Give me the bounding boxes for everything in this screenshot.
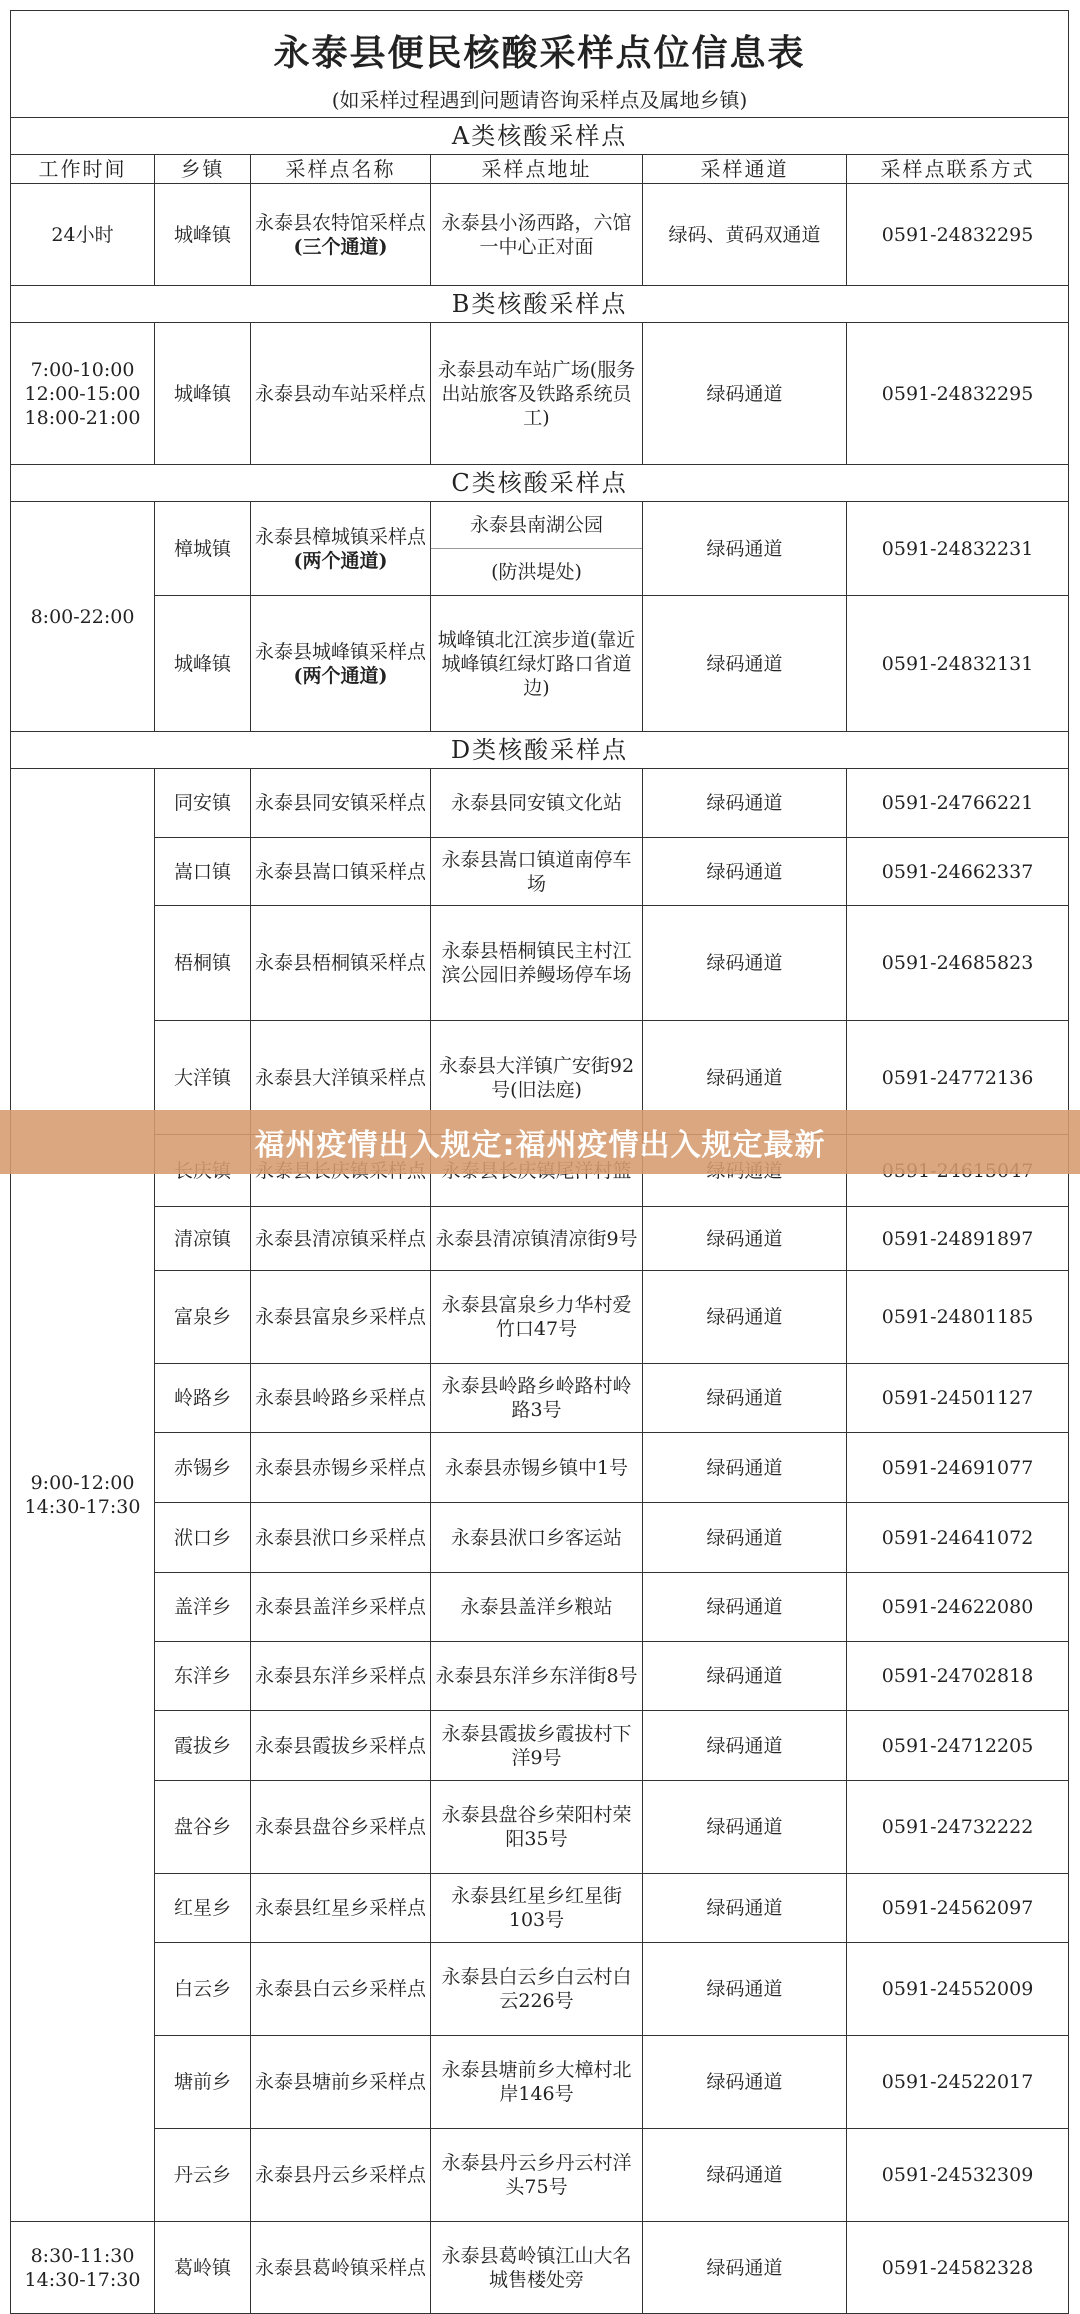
site-name: 永泰县樟城镇采样点 (两个通道) — [251, 502, 431, 596]
channel: 绿码通道 — [643, 2036, 847, 2129]
work-time: 9:00-12:00 14:30-17:30 — [11, 769, 155, 2222]
phone: 0591-24712205 — [847, 1711, 1069, 1781]
phone: 0591-24552009 — [847, 1943, 1069, 2036]
site-address: 永泰县丹云乡丹云村洋头75号 — [431, 2129, 643, 2222]
site-name: 永泰县白云乡采样点 — [251, 1943, 431, 2036]
phone: 0591-24732222 — [847, 1781, 1069, 1874]
table-row — [11, 1271, 1069, 1364]
header-phone: 采样点联系方式 — [847, 155, 1069, 184]
table-row — [11, 769, 1069, 838]
site-name: 永泰县城峰镇采样点 (两个通道) — [251, 596, 431, 732]
table-row — [11, 596, 1069, 732]
channel: 绿码通道 — [643, 1021, 847, 1135]
site-address: 永泰县梧桐镇民主村江滨公园旧养鳗场停车场 — [431, 906, 643, 1021]
town: 丹云乡 — [155, 2129, 251, 2222]
town: 岭路乡 — [155, 1364, 251, 1433]
town: 白云乡 — [155, 1943, 251, 2036]
channel: 绿码通道 — [643, 2222, 847, 2314]
site-address: 永泰县盘谷乡荣阳村荣阳35号 — [431, 1781, 643, 1874]
phone: 0591-24501127 — [847, 1364, 1069, 1433]
table-row — [11, 1711, 1069, 1781]
phone: 0591-24522017 — [847, 2036, 1069, 2129]
table-row — [11, 1573, 1069, 1642]
work-time: 8:30-11:30 14:30-17:30 — [11, 2222, 155, 2314]
site-name: 永泰县霞拔乡采样点 — [251, 1711, 431, 1781]
site-name: 永泰县红星乡采样点 — [251, 1874, 431, 1943]
phone: 0591-24801185 — [847, 1271, 1069, 1364]
site-name: 永泰县同安镇采样点 — [251, 769, 431, 838]
phone: 0591-24891897 — [847, 1207, 1069, 1271]
site-name: 永泰县动车站采样点 — [251, 323, 431, 465]
header-town: 乡镇 — [155, 155, 251, 184]
site-name: 永泰县塘前乡采样点 — [251, 2036, 431, 2129]
category-b-header: B类核酸采样点 — [11, 286, 1069, 323]
header-channel: 采样通道 — [643, 155, 847, 184]
site-name: 永泰县洑口乡采样点 — [251, 1503, 431, 1573]
phone: 0591-24662337 — [847, 838, 1069, 906]
site-address: 永泰县小汤西路，六馆一中心正对面 — [431, 184, 643, 286]
town: 城峰镇 — [155, 184, 251, 286]
site-address: 永泰县塘前乡大樟村北岸146号 — [431, 2036, 643, 2129]
category-d-header: D类核酸采样点 — [11, 732, 1069, 769]
table-row — [11, 906, 1069, 1021]
table-row — [11, 1503, 1069, 1573]
site-address: 永泰县洑口乡客运站 — [431, 1503, 643, 1573]
phone: 0591-24702818 — [847, 1642, 1069, 1711]
phone: 0591-24832131 — [847, 596, 1069, 732]
site-address: 永泰县东洋乡东洋街8号 — [431, 1642, 643, 1711]
table-row — [11, 1433, 1069, 1503]
table-row — [11, 2222, 1069, 2314]
town: 红星乡 — [155, 1874, 251, 1943]
work-time: 8:00-22:00 — [11, 502, 155, 732]
channel: 绿码通道 — [643, 1364, 847, 1433]
table-row — [11, 1781, 1069, 1874]
column-headers — [11, 155, 1069, 184]
channel: 绿码通道 — [643, 1573, 847, 1642]
table-row — [11, 184, 1069, 286]
town: 赤锡乡 — [155, 1433, 251, 1503]
town: 盘谷乡 — [155, 1781, 251, 1874]
channel: 绿码通道 — [643, 596, 847, 732]
site-address: 永泰县岭路乡岭路村岭路3号 — [431, 1364, 643, 1433]
channel: 绿码通道 — [643, 769, 847, 838]
table-row — [11, 2036, 1069, 2129]
site-name: 永泰县赤锡乡采样点 — [251, 1433, 431, 1503]
site-name: 永泰县盘谷乡采样点 — [251, 1781, 431, 1874]
table-row — [11, 1642, 1069, 1711]
phone: 0591-24832295 — [847, 184, 1069, 286]
category-c-header: C类核酸采样点 — [11, 465, 1069, 502]
phone: 0591-24832295 — [847, 323, 1069, 465]
phone: 0591-24582328 — [847, 2222, 1069, 2314]
page-title: 永泰县便民核酸采样点位信息表 — [11, 11, 1069, 88]
site-address: 永泰县南湖公园 (防洪堤处) — [431, 502, 643, 596]
phone: 0591-24562097 — [847, 1874, 1069, 1943]
town: 清凉镇 — [155, 1207, 251, 1271]
town: 大洋镇 — [155, 1021, 251, 1135]
channel: 绿码通道 — [643, 838, 847, 906]
site-address: 永泰县同安镇文化站 — [431, 769, 643, 838]
phone: 0591-24766221 — [847, 769, 1069, 838]
site-name: 永泰县梧桐镇采样点 — [251, 906, 431, 1021]
town: 富泉乡 — [155, 1271, 251, 1364]
town: 梧桐镇 — [155, 906, 251, 1021]
site-name: 永泰县葛岭镇采样点 — [251, 2222, 431, 2314]
channel: 绿码通道 — [643, 1271, 847, 1364]
work-time: 7:00-10:00 12:00-15:00 18:00-21:00 — [11, 323, 155, 465]
work-time: 24小时 — [11, 184, 155, 286]
page-subtitle: (如采样过程遇到问题请咨询采样点及属地乡镇) — [11, 87, 1069, 118]
town: 城峰镇 — [155, 323, 251, 465]
site-name: 永泰县农特馆采样点 (三个通道) — [251, 184, 431, 286]
channel: 绿码通道 — [643, 1642, 847, 1711]
channel: 绿码通道 — [643, 1503, 847, 1573]
phone: 0591-24532309 — [847, 2129, 1069, 2222]
town: 同安镇 — [155, 769, 251, 838]
site-name: 永泰县嵩口镇采样点 — [251, 838, 431, 906]
phone: 0591-24685823 — [847, 906, 1069, 1021]
site-address: 永泰县动车站广场(服务出站旅客及铁路系统员工) — [431, 323, 643, 465]
channel: 绿码通道 — [643, 323, 847, 465]
site-name: 永泰县丹云乡采样点 — [251, 2129, 431, 2222]
town: 樟城镇 — [155, 502, 251, 596]
channel: 绿码通道 — [643, 1711, 847, 1781]
header-time: 工作时间 — [11, 155, 155, 184]
phone: 0591-24641072 — [847, 1503, 1069, 1573]
site-address: 永泰县富泉乡力华村爱竹口47号 — [431, 1271, 643, 1364]
site-address: 永泰县赤锡乡镇中1号 — [431, 1433, 643, 1503]
channel: 绿码通道 — [643, 2129, 847, 2222]
town: 塘前乡 — [155, 2036, 251, 2129]
phone: 0591-24832231 — [847, 502, 1069, 596]
header-name: 采样点名称 — [251, 155, 431, 184]
header-address: 采样点地址 — [431, 155, 643, 184]
site-address: 永泰县红星乡红星街103号 — [431, 1874, 643, 1943]
site-name: 永泰县富泉乡采样点 — [251, 1271, 431, 1364]
banner-text: 福州疫情出入规定:福州疫情出入规定最新 — [254, 1128, 826, 1163]
town: 霞拔乡 — [155, 1711, 251, 1781]
phone: 0591-24691077 — [847, 1433, 1069, 1503]
table-row — [11, 1943, 1069, 2036]
site-address: 永泰县白云乡白云村白云226号 — [431, 1943, 643, 2036]
site-name: 永泰县东洋乡采样点 — [251, 1642, 431, 1711]
town: 盖洋乡 — [155, 1573, 251, 1642]
town: 东洋乡 — [155, 1642, 251, 1711]
phone: 0591-24772136 — [847, 1021, 1069, 1135]
channel: 绿码通道 — [643, 1943, 847, 2036]
channel: 绿码通道 — [643, 502, 847, 596]
site-name: 永泰县清凉镇采样点 — [251, 1207, 431, 1271]
category-a-header: A类核酸采样点 — [11, 118, 1069, 155]
table-row — [11, 838, 1069, 906]
site-name: 永泰县岭路乡采样点 — [251, 1364, 431, 1433]
site-address: 永泰县清凉镇清凉街9号 — [431, 1207, 643, 1271]
town: 城峰镇 — [155, 596, 251, 732]
town: 葛岭镇 — [155, 2222, 251, 2314]
overlay-banner — [0, 1110, 1080, 1174]
phone: 0591-24622080 — [847, 1573, 1069, 1642]
table-row — [11, 323, 1069, 465]
table-row — [11, 1364, 1069, 1433]
channel: 绿码通道 — [643, 906, 847, 1021]
table-row — [11, 1207, 1069, 1271]
town: 嵩口镇 — [155, 838, 251, 906]
channel: 绿码通道 — [643, 1874, 847, 1943]
site-address: 永泰县嵩口镇道南停车场 — [431, 838, 643, 906]
site-address: 城峰镇北江滨步道(靠近城峰镇红绿灯路口省道边) — [431, 596, 643, 732]
site-name: 永泰县盖洋乡采样点 — [251, 1573, 431, 1642]
site-address: 永泰县霞拔乡霞拔村下洋9号 — [431, 1711, 643, 1781]
town: 洑口乡 — [155, 1503, 251, 1573]
table-row — [11, 2129, 1069, 2222]
channel: 绿码通道 — [643, 1433, 847, 1503]
site-name: 永泰县大洋镇采样点 — [251, 1021, 431, 1135]
table-row — [11, 1874, 1069, 1943]
site-address: 永泰县葛岭镇江山大名城售楼处旁 — [431, 2222, 643, 2314]
site-address: 永泰县盖洋乡粮站 — [431, 1573, 643, 1642]
table-row — [11, 502, 1069, 596]
site-address: 永泰县大洋镇广安街92号(旧法庭) — [431, 1021, 643, 1135]
channel: 绿码通道 — [643, 1207, 847, 1271]
channel: 绿码通道 — [643, 1781, 847, 1874]
channel: 绿码、黄码双通道 — [643, 184, 847, 286]
